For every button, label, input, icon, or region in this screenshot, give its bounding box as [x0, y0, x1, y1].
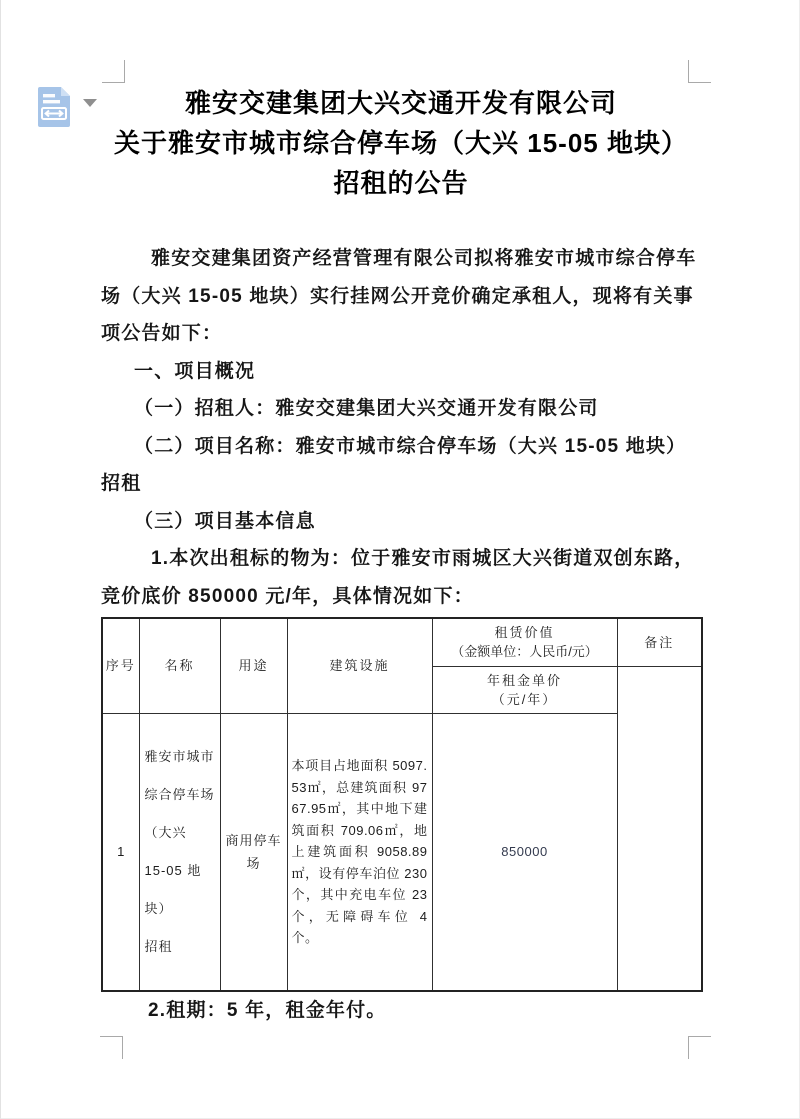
document-title — [101, 83, 701, 203]
table-row — [102, 713, 702, 991]
header-facilities: 建筑设施 — [287, 618, 432, 713]
header-remark: 备注 — [617, 618, 702, 666]
cell-annual-rent: 850000 — [432, 713, 617, 991]
project-info-table — [101, 617, 701, 992]
cell-name-line1: 雅安市城市 — [144, 748, 215, 764]
cell-use-line1: 商用停车 — [225, 832, 282, 848]
header-annual-rent-line2: （元/年） — [491, 691, 558, 707]
header-rental-value-line1: 租赁价值 — [494, 625, 555, 641]
cell-use-line2: 场 — [246, 855, 261, 871]
item-1-lessor: （一）招租人：雅安交建集团大兴交通开发有限公司 — [134, 398, 599, 419]
section-1-heading: 一、项目概况 — [134, 360, 256, 382]
cell-name-line5: 招租 — [144, 938, 173, 954]
document-icon[interactable] — [37, 84, 73, 128]
cell-name-line4: 15-05 地块） — [144, 862, 202, 916]
cell-name — [139, 713, 220, 991]
header-seq: 序号 — [102, 618, 139, 713]
point-1-description: 1.本次出租标的物为：位于雅安市雨城区大兴街道双创东路，竞价底价 850000 元/年，具体情况如下： — [101, 548, 695, 607]
cell-name-line2: 综合停车场 — [144, 786, 215, 802]
cell-seq: 1 — [102, 713, 139, 991]
point-2-lease-term: 2.租期：5 年，租金年付。 — [148, 1000, 387, 1021]
header-rental-value — [432, 618, 617, 666]
document-body — [101, 240, 701, 615]
intro-paragraph: 雅安交建集团资产经营管理有限公司拟将雅安市城市综合停车场（大兴 15-05 地块）实行挂网公开竞价确定承租人，现将有关事项公告如下： — [101, 248, 697, 344]
title-line-2: 关于雅安市城市综合停车场（大兴 15-05 地块） — [114, 128, 688, 158]
item-2-project-name: （二）项目名称：雅安市城市综合停车场（大兴 15-05 地块）招租 — [101, 435, 687, 494]
header-annual-rent — [432, 666, 617, 713]
cell-facilities: 本项目占地面积 5097.53㎡，总建筑面积 9767.95㎡，其中地下建筑面积 709.06㎡，地上建筑面积 9058.89㎡，设有停车泊位 230 个，其中充电车位 23 个，无障碍车位 4 个。 — [287, 713, 432, 991]
cell-use — [220, 713, 287, 991]
header-name: 名称 — [139, 618, 220, 713]
header-use: 用途 — [220, 618, 287, 713]
header-rental-value-line2: （金额单位：人民币/元） — [451, 644, 598, 660]
chevron-down-icon[interactable] — [83, 99, 97, 107]
title-line-3: 招租的公告 — [333, 168, 469, 198]
margin-corner-top-right-icon — [688, 60, 711, 83]
header-annual-rent-line1: 年租金单价 — [486, 672, 562, 688]
margin-corner-top-left-icon — [102, 60, 125, 83]
cell-name-line3: （大兴 — [144, 824, 187, 840]
margin-corner-bottom-right-icon — [688, 1036, 711, 1059]
cell-remark — [617, 666, 702, 991]
margin-corner-bottom-left-icon — [100, 1036, 123, 1059]
title-line-1: 雅安交建集团大兴交通开发有限公司 — [184, 88, 617, 118]
item-3-heading: （三）项目基本信息 — [134, 510, 316, 532]
